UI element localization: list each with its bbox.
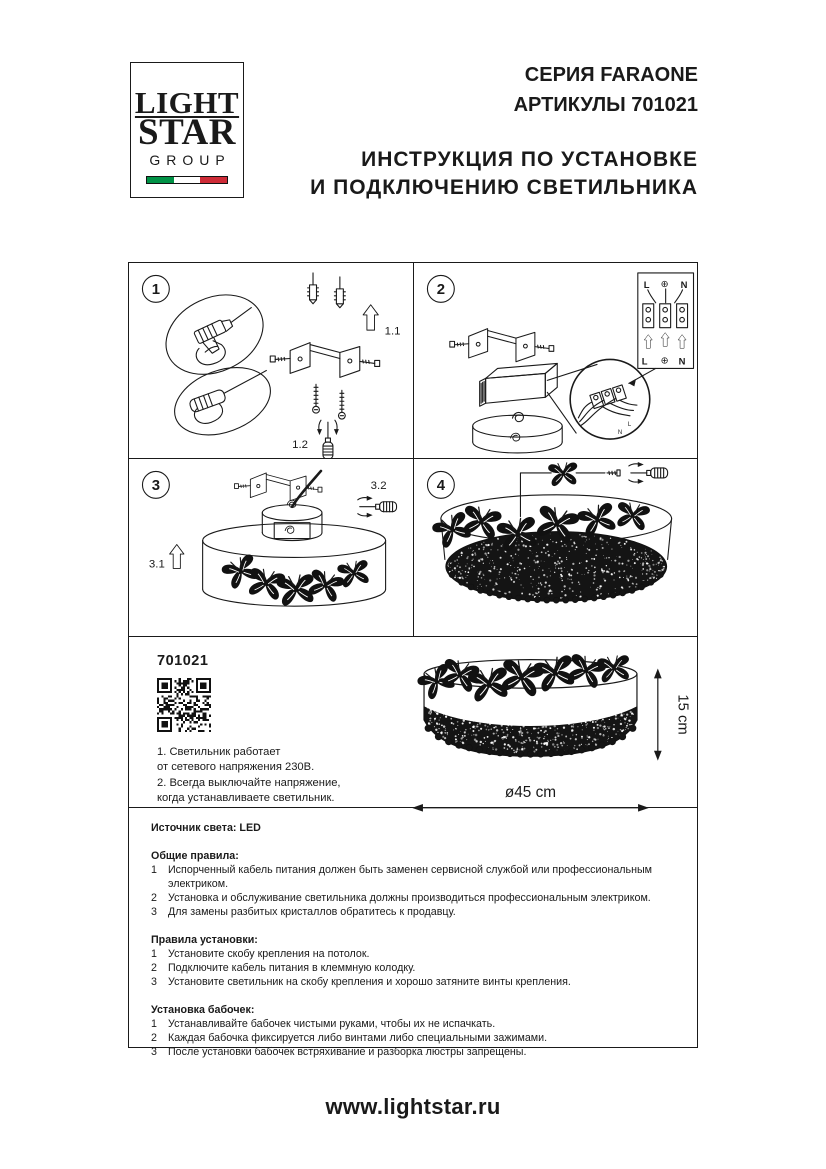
flag-white xyxy=(174,177,201,183)
logo-word-light: LIGHT xyxy=(134,85,240,120)
screwdriver-hand-icon xyxy=(188,370,277,427)
product-info-row xyxy=(129,637,697,808)
flag-green xyxy=(147,177,174,183)
note-line: 1. Светильник работает xyxy=(157,745,281,758)
figure-step-1 xyxy=(129,263,413,458)
section-title-butterflies: Установка бабочек: xyxy=(151,1003,255,1016)
list-item: 2 Каждая бабочка фиксируется либо винтами либо специальными зажимами. xyxy=(151,1031,548,1044)
logo-word-group: GROUP xyxy=(149,152,231,168)
wire-label-l: L xyxy=(627,422,631,429)
series-title: СЕРИЯ FARAONE xyxy=(524,64,698,86)
list-item: 3 После установки бабочек встряхивание и разборка люстры запрещены. xyxy=(151,1045,527,1058)
magnifier-circle xyxy=(570,359,650,439)
lightstar-logo xyxy=(130,62,244,198)
list-item: 3 Установите светильник на скобу крепления и хорошо затяните винты крепления. xyxy=(151,975,571,988)
instruction-title-line1: ИНСТРУКЦИЯ ПО УСТАНОВКЕ xyxy=(361,148,698,171)
terminal-n-bottom: N xyxy=(678,356,685,368)
step-4-cell xyxy=(414,459,698,636)
article-title: АРТИКУЛЫ 701021 xyxy=(513,94,698,116)
label-1-2: 1.2 xyxy=(292,439,309,452)
instruction-frame xyxy=(128,262,698,1058)
height-dimension xyxy=(654,668,662,760)
diameter-label: ø45 cm xyxy=(504,783,557,801)
label-1-1: 1.1 xyxy=(384,325,401,338)
terminal-earth-top: ⊕ xyxy=(660,278,669,290)
diameter-dimension xyxy=(412,804,649,812)
list-item: 3 Для замены разбитых кристаллов обратитесь к продавцу. xyxy=(151,905,456,918)
height-label: 15 cm xyxy=(674,694,691,735)
flag-red xyxy=(200,177,227,183)
header xyxy=(310,60,698,202)
canopy-icon xyxy=(472,412,562,453)
qr-code xyxy=(157,678,211,732)
step-number: 4 xyxy=(436,477,445,494)
figure-dimensions xyxy=(407,641,699,821)
list-item: 1 Испорченный кабель питания должен быть заменен сервисной службой или профессиональным электриком. xyxy=(151,863,653,890)
terminal-l-top: L xyxy=(643,279,650,291)
wire-label-n: N xyxy=(617,430,622,437)
wall-anchor-icon xyxy=(308,273,319,304)
light-source: Источник света: LED xyxy=(151,821,261,834)
step-number: 1 xyxy=(151,281,161,298)
terminal-n-top: N xyxy=(680,279,687,291)
website-url: www.lightstar.ru xyxy=(325,1094,501,1119)
safety-notes xyxy=(157,745,407,807)
label-3-2: 3.2 xyxy=(370,479,387,492)
article-number: 701021 xyxy=(157,652,209,669)
instruction-title-line2: И ПОДКЛЮЧЕНИЮ СВЕТИЛЬНИКА xyxy=(310,176,698,199)
section-title-install: Правила установки: xyxy=(151,933,258,946)
list-item: 2 Установка и обслуживание светильника должны производиться профессиональным электриком. xyxy=(151,891,651,904)
note-line: когда устанавливаете светильник. xyxy=(157,792,335,805)
list-item: 1 Установите скобу крепления на потолок. xyxy=(151,947,370,960)
step-number: 2 xyxy=(436,281,445,298)
figure-step-2 xyxy=(414,263,698,458)
figure-step-4 xyxy=(414,459,698,636)
terminal-earth-bottom: ⊕ xyxy=(660,355,669,367)
drill-icon xyxy=(186,306,266,370)
specs-section xyxy=(129,808,697,1059)
list-item: 2 Подключите кабель питания в клеммную колодку. xyxy=(151,961,416,974)
figure-step-3 xyxy=(129,459,413,636)
section-title-general: Общие правила: xyxy=(151,849,239,862)
logo-word-star: STAR xyxy=(138,112,236,153)
screw-icon xyxy=(338,390,345,419)
wall-anchor-icon xyxy=(334,277,345,308)
italian-flag-stripe xyxy=(146,176,228,184)
step-1-cell xyxy=(129,263,414,458)
list-item: 1 Устанавливайте бабочек чистыми руками, чтобы их не испачкать. xyxy=(151,1017,496,1030)
led-driver-icon xyxy=(479,363,557,406)
label-3-1: 3.1 xyxy=(148,558,165,571)
step-3-cell xyxy=(129,459,414,636)
screw-icon xyxy=(313,384,320,413)
note-line: от сетевого напряжения 230В. xyxy=(157,761,315,774)
note-line: 2. Всегда выключайте напряжение, xyxy=(157,776,341,789)
step-2-cell xyxy=(414,263,698,458)
step-number: 3 xyxy=(151,477,161,494)
terminal-l-bottom: L xyxy=(641,356,648,368)
